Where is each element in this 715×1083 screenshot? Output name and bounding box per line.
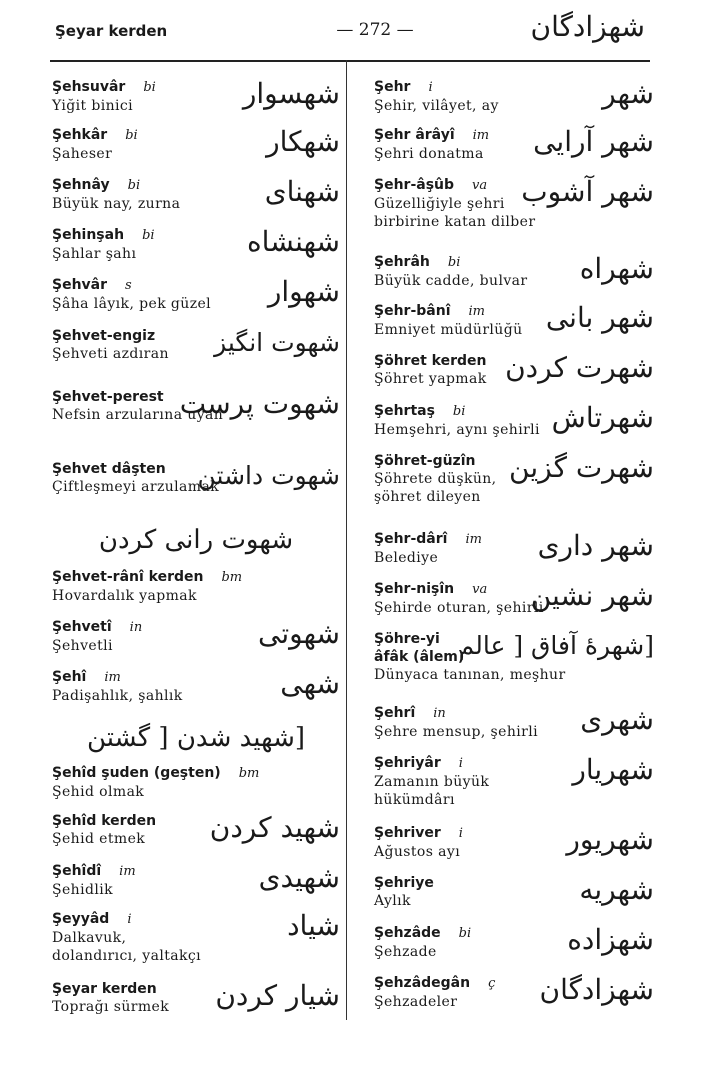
- running-head: Şeyar kerden: [55, 22, 168, 40]
- dictionary-entry: [374, 78, 654, 115]
- dictionary-entry: [52, 568, 340, 605]
- part-of-speech: in: [129, 620, 143, 635]
- part-of-speech: va: [472, 582, 488, 597]
- dictionary-entry: [52, 668, 340, 705]
- arabic-script-word: شهسوار: [242, 77, 340, 110]
- arabic-script-word: شهر آرايى: [533, 125, 654, 158]
- headword-text: Şehriye: [374, 875, 434, 891]
- headword-text: Şehîd şuden (geşten): [52, 765, 221, 781]
- dictionary-entry: [374, 874, 654, 910]
- arabic-script-word: شهوتى: [258, 617, 340, 650]
- entry-definition: Şehzadeler: [374, 994, 458, 1010]
- arabic-script-word: شهرى: [580, 703, 654, 736]
- dictionary-entry: [52, 176, 340, 213]
- part-of-speech: i: [458, 826, 463, 841]
- entry-definition: Ağustos ayı: [374, 844, 461, 860]
- dictionary-entry: [52, 720, 340, 756]
- entry-headword: [374, 648, 654, 666]
- part-of-speech: i: [127, 912, 132, 927]
- entry-definition: Nefsin arzularına uyan: [52, 407, 224, 423]
- dictionary-entry: [374, 648, 654, 684]
- entry-headword: [52, 568, 340, 587]
- arabic-script-word: شهريه: [579, 873, 654, 906]
- entry-definition: Güzelliğiyle şehri: [374, 196, 505, 212]
- arabic-running-head: شهزادگان: [530, 10, 645, 43]
- entry-definition: Şahlar şahı: [52, 246, 137, 262]
- arabic-script-word: شهرتاش: [551, 401, 654, 434]
- headword-text: Şehr ârâyî: [374, 127, 455, 143]
- part-of-speech: im: [104, 670, 121, 685]
- headword-text: Şehinşah: [52, 227, 125, 243]
- headword-text: Şehvet-perest: [52, 389, 164, 405]
- arabic-script-word: شهى: [280, 667, 340, 700]
- arabic-script-word: شهراه: [579, 252, 654, 285]
- entry-definition: Şehzade: [374, 944, 437, 960]
- entry-definition: Belediye: [374, 550, 439, 566]
- arabic-script-word: شهر آشوب: [521, 175, 654, 208]
- headword-text: Şehvet-engiz: [52, 328, 156, 344]
- headword-text: Şehsuvâr: [52, 79, 126, 95]
- part-of-speech: bi: [447, 255, 461, 270]
- arabic-script-word: شهيد كردن: [209, 811, 340, 844]
- dictionary-entry: [374, 176, 654, 231]
- entry-definition: Şâha lâyık, pek güzel: [52, 296, 212, 312]
- part-of-speech: bi: [142, 228, 155, 243]
- entry-definition: Zamanın büyük: [374, 774, 490, 790]
- headword-text: Şehr-âşûb: [374, 177, 455, 193]
- entry-definition: Şöhret yapmak: [374, 371, 487, 387]
- part-of-speech: in: [433, 706, 446, 721]
- dictionary-entry: [52, 327, 340, 363]
- part-of-speech: bm: [238, 766, 260, 781]
- arabic-script-word: شهر دارى: [537, 529, 654, 562]
- dictionary-entry: [374, 530, 654, 567]
- dictionary-entry: [374, 402, 654, 439]
- part-of-speech: im: [119, 864, 136, 879]
- part-of-speech: im: [472, 128, 490, 143]
- dictionary-entry: [374, 452, 654, 506]
- arabic-script-word: شهر: [602, 77, 654, 110]
- part-of-speech: va: [472, 178, 488, 193]
- headword-text: Şöhre-yi: [374, 631, 440, 647]
- entry-definition: Emniyet müdürlüğü: [374, 322, 523, 338]
- arabic-script-word: شيار كردن: [215, 979, 340, 1012]
- arabic-script-word: شهكار: [266, 125, 340, 158]
- headword-text: Şehvetî: [52, 619, 112, 635]
- headword-text: Şöhret kerden: [374, 353, 487, 369]
- headword-text: Şehzâdegân: [374, 975, 471, 991]
- dictionary-entry: [374, 126, 654, 163]
- arabic-script-word: شهوت داشتن: [197, 461, 340, 490]
- part-of-speech: im: [465, 532, 482, 547]
- entry-definition: birbirine katan dilber: [374, 214, 536, 230]
- headword-text: Şeyyâd: [52, 911, 110, 927]
- arabic-script-word: [شهرهٔ آفاق [ عالم: [458, 631, 654, 660]
- headword-text: Şehî: [52, 669, 87, 685]
- entry-definition: Büyük cadde, bulvar: [374, 273, 528, 289]
- arabic-script-word: شهرت گزين: [509, 451, 654, 484]
- part-of-speech: bm: [221, 570, 243, 585]
- headword-text: Şehîdî: [52, 863, 102, 879]
- entry-definition: Büyük nay, zurna: [52, 196, 181, 212]
- arabic-script-word: شهرت كردن: [505, 351, 654, 384]
- part-of-speech: i: [458, 756, 463, 771]
- dictionary-entry: [52, 862, 340, 899]
- dictionary-entry: [52, 126, 340, 163]
- part-of-speech: bi: [458, 926, 472, 941]
- arabic-script-word: شهوت پرست: [179, 387, 340, 420]
- page-number: — 272 —: [336, 20, 414, 40]
- part-of-speech: ç: [488, 976, 496, 991]
- headword-text: Şehr: [374, 79, 411, 95]
- entry-definition: Yiğit binici: [52, 98, 134, 114]
- headword-text: Şehvâr: [52, 277, 108, 293]
- headword-text: Şehkâr: [52, 127, 108, 143]
- headword-text: Şehriyâr: [374, 755, 441, 771]
- entry-definition: Çiftleşmeyi arzulamak: [52, 479, 220, 495]
- headword-text: Şöhret-güzîn: [374, 453, 476, 469]
- dictionary-entry: [52, 812, 340, 848]
- dictionary-entry: [52, 522, 340, 558]
- entry-definition: Şehir, vilâyet, ay: [374, 98, 499, 114]
- column-divider: [346, 60, 347, 1020]
- headword-text: Şehrî: [374, 705, 416, 721]
- arabic-script-word: شهر بانى: [545, 301, 654, 334]
- dictionary-entry: [374, 974, 654, 1011]
- entry-definition: Şaheser: [52, 146, 113, 162]
- dictionary-entry: [52, 226, 340, 263]
- dictionary-entry: [52, 78, 340, 115]
- entry-definition: Toprağı sürmek: [52, 999, 170, 1015]
- entry-definition: Şehidlik: [52, 882, 113, 898]
- headword-text: âfâk (âlem): [374, 649, 465, 665]
- headword-text: Şehr-dârî: [374, 531, 448, 547]
- entry-definition: Şehveti azdıran: [52, 346, 169, 362]
- headword-text: Şeyar kerden: [52, 981, 157, 997]
- page-header: [0, 0, 715, 60]
- dictionary-entry: [52, 460, 340, 496]
- headword-text: Şehrtaş: [374, 403, 435, 419]
- part-of-speech: s: [125, 278, 132, 293]
- entry-definition: Şehri donatma: [374, 146, 484, 162]
- entry-definition: Padişahlık, şahlık: [52, 688, 183, 704]
- arabic-script-word: شهيدى: [258, 861, 340, 894]
- headword-text: Şehriver: [374, 825, 441, 841]
- entry-definition: Şehid etmek: [52, 831, 146, 847]
- entry-definition: Şöhrete düşkün,: [374, 471, 497, 487]
- dictionary-entry: [374, 924, 654, 961]
- arabic-script-word: شهنشاه: [247, 225, 340, 258]
- headword-text: Şehrâh: [374, 254, 430, 270]
- headword-text: Şehvet dâşten: [52, 461, 166, 477]
- dictionary-entry: [52, 980, 340, 1016]
- part-of-speech: bi: [125, 128, 138, 143]
- arabic-script-word: شهوت انگيز: [214, 328, 340, 357]
- entry-definition: Hovardalık yapmak: [52, 588, 197, 604]
- headword-text: Şehnây: [52, 177, 110, 193]
- arabic-script-word: شهر نشين: [530, 579, 654, 612]
- entry-headword: [52, 764, 340, 783]
- entry-definition: Şehre mensup, şehirli: [374, 724, 538, 740]
- entry-definition: Aylık: [374, 893, 411, 909]
- headword-text: Şehvet-rânî kerden: [52, 569, 204, 585]
- header-rule: [50, 60, 650, 62]
- part-of-speech: im: [468, 304, 485, 319]
- arabic-script-word: شهوار: [267, 275, 340, 308]
- part-of-speech: bi: [143, 80, 156, 95]
- entry-definition: şöhret dileyen: [374, 489, 481, 505]
- dictionary-entry: [52, 276, 340, 313]
- arabic-phrase: [شهيد شدن [ گشتن: [86, 723, 306, 753]
- dictionary-entry: [374, 302, 654, 339]
- dictionary-entry: [374, 704, 654, 741]
- dictionary-entry: [374, 352, 654, 388]
- entry-definition: Dünyaca tanınan, meşhur: [374, 667, 566, 683]
- dictionary-entry: [374, 253, 654, 290]
- entry-definition: Dalkavuk,: [52, 930, 127, 946]
- dictionary-entry: [374, 824, 654, 861]
- entry-definition: dolandırıcı, yaltakçı: [52, 948, 201, 964]
- arabic-script-word: شهريور: [566, 823, 654, 856]
- part-of-speech: bi: [127, 178, 141, 193]
- arabic-script-word: شهزاده: [567, 923, 654, 956]
- entry-definition: hükümdârı: [374, 792, 455, 808]
- arabic-script-word: شهناى: [264, 175, 340, 208]
- headword-text: Şehzâde: [374, 925, 441, 941]
- arabic-phrase: شهوت رانى كردن: [98, 525, 294, 555]
- entry-definition: Şehid olmak: [52, 784, 145, 800]
- headword-text: Şehîd kerden: [52, 813, 157, 829]
- part-of-speech: bi: [452, 404, 466, 419]
- headword-text: Şehr-bânî: [374, 303, 451, 319]
- entry-definition: Şehvetli: [52, 638, 113, 654]
- dictionary-entry: [52, 388, 340, 424]
- dictionary-entry: [374, 754, 654, 809]
- dictionary-entry: [52, 618, 340, 655]
- arabic-script-word: شهزادگان: [539, 973, 654, 1006]
- arabic-script-word: شياد: [287, 909, 340, 942]
- entry-definition: Hemşehri, aynı şehirli: [374, 422, 540, 438]
- dictionary-entry: [374, 580, 654, 617]
- headword-text: Şehr-nişîn: [374, 581, 455, 597]
- arabic-script-word: شهريار: [572, 753, 654, 786]
- dictionary-entry: [52, 764, 340, 801]
- entry-definition: Şehirde oturan, şehirli: [374, 600, 544, 616]
- dictionary-entry: [52, 910, 340, 965]
- part-of-speech: i: [428, 80, 433, 95]
